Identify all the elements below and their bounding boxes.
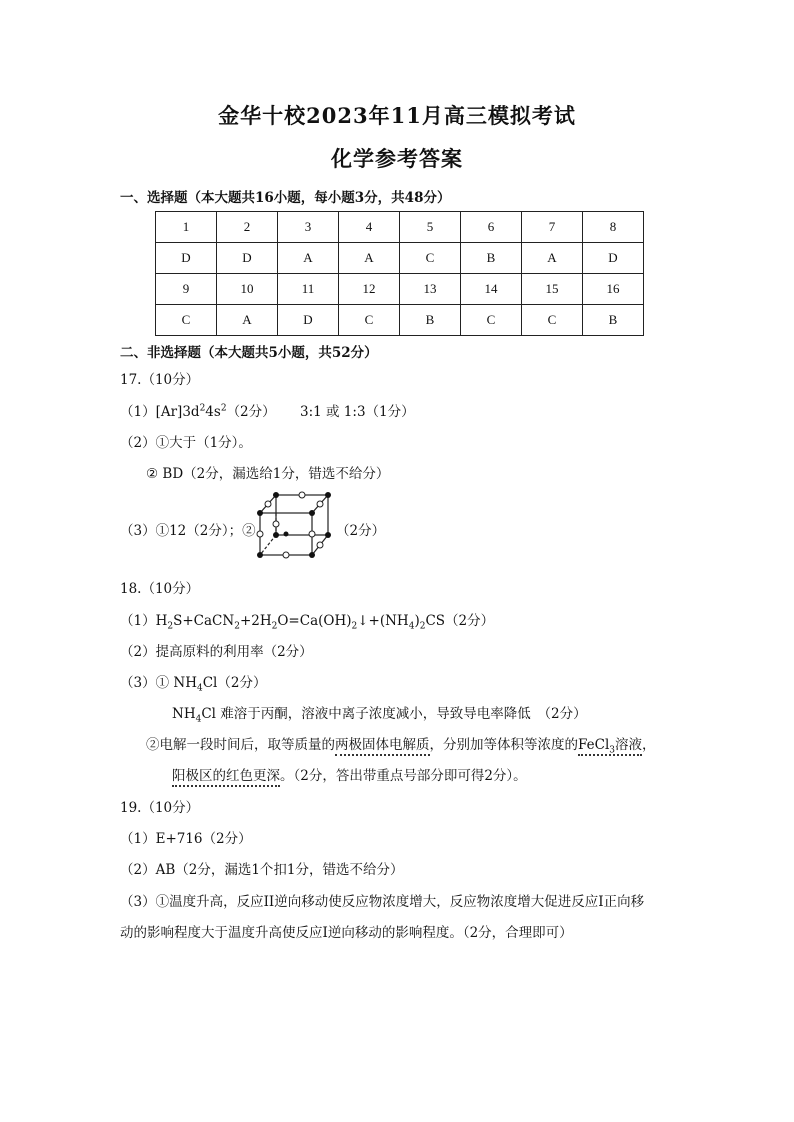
answer-table-cell: C [339,305,400,336]
answer-table-cell: 1 [156,212,217,243]
answer-table-row [156,274,644,305]
section-2-heading: 二、非选择题（本大题共5小题，共52分） [120,345,378,361]
answer-table-cell: 2 [217,212,278,243]
q17-part1b: 3:1 或 1:3（1分） [300,404,415,420]
q19-part1: （1）E+716（2分） [120,831,252,847]
q19-part3-line1: （3）①温度升高，反应II逆向移动使反应物浓度增大，反应物浓度增大促进反应I正向移 [120,894,645,910]
answer-table-cell: A [217,305,278,336]
q19-heading: 19.（10分） [120,800,200,816]
answer-table-cell: A [278,243,339,274]
answer-table-cell: B [583,305,644,336]
answer-table-cell: D [217,243,278,274]
answer-table-cell: B [400,305,461,336]
answer-table-cell: D [278,305,339,336]
answer-table-row [156,243,644,274]
answer-table-cell: 15 [522,274,583,305]
answer-table-row [156,305,644,336]
answer-table-cell: D [156,243,217,274]
q17-part2-1: （2）①大于（1分）。 [120,435,252,451]
q18-heading: 18.（10分） [120,581,200,597]
answer-table-cell: C [461,305,522,336]
q18-part3-2-line1: ②电解一段时间后，取等质量的两极固体电解质，分别加等体积等浓度的FeCl$_3$溶液， [146,737,656,756]
q18-part2: （2）提高原料的利用率（2分） [120,644,313,660]
q18-part3-2-line2: 阳极区的红色更深。（2分，答出带重点号部分即可得2分）。 [172,764,527,784]
q19-part2: （2）AB（2分，漏选1个扣1分，错选不给分） [120,862,404,878]
answer-table-cell: 7 [522,212,583,243]
answer-table-cell: 16 [583,274,644,305]
answer-table [155,211,644,336]
q18-part3-explain: $NH_4Cl$ 难溶于丙酮，溶液中离子浓度减小，导致导电率降低 （2分） [172,706,587,725]
answer-table-cell: C [156,305,217,336]
answer-table-cell: 3 [278,212,339,243]
q18-part3-1: （3）① $NH_4Cl(2$分） [120,675,267,694]
q18-part1: $(1)H_2S+CaCN_2+2H_2O=Ca(OH)_2↓+(NH_4)_2CS(2$分） [120,613,495,632]
answer-table-cell: 4 [339,212,400,243]
answer-table-cell: 8 [583,212,644,243]
q17-part2-2: ② BD（2分，漏选给1分，错选不给分） [146,466,390,482]
page-subtitle: 化学参考答案 [331,146,463,171]
answer-table-cell: C [400,243,461,274]
crystal-cell-diagram [252,488,336,562]
answer-table-cell: B [461,243,522,274]
q17-part3-a: （3）①12（2分）；② [120,523,256,539]
answer-table-cell: 12 [339,274,400,305]
q19-part3-line2: 动的影响程度大于温度升高使反应I逆向移动的影响程度。（2分，合理即可） [120,925,573,941]
answer-table-cell: 14 [461,274,522,305]
q17-part1: $(1)[Ar]3d^24s^2(2$分） [120,403,276,420]
answer-table-cell: D [583,243,644,274]
section-1-heading: 一、选择题（本大题共16小题，每小题3分，共48分） [120,190,451,206]
answer-table-cell: 11 [278,274,339,305]
answer-table-cell: 9 [156,274,217,305]
q17-part3-b: （2分） [336,523,386,539]
q17-heading: 17.（10分） [120,372,200,388]
answer-table-cell: C [522,305,583,336]
answer-table-cell: A [339,243,400,274]
answer-table-cell: 5 [400,212,461,243]
answer-table-cell: A [522,243,583,274]
answer-table-row [156,212,644,243]
answer-table-cell: 6 [461,212,522,243]
answer-table-cell: 10 [217,274,278,305]
answer-table-cell: 13 [400,274,461,305]
page-title: 金华十校2023年11月高三模拟考试 [218,103,576,128]
